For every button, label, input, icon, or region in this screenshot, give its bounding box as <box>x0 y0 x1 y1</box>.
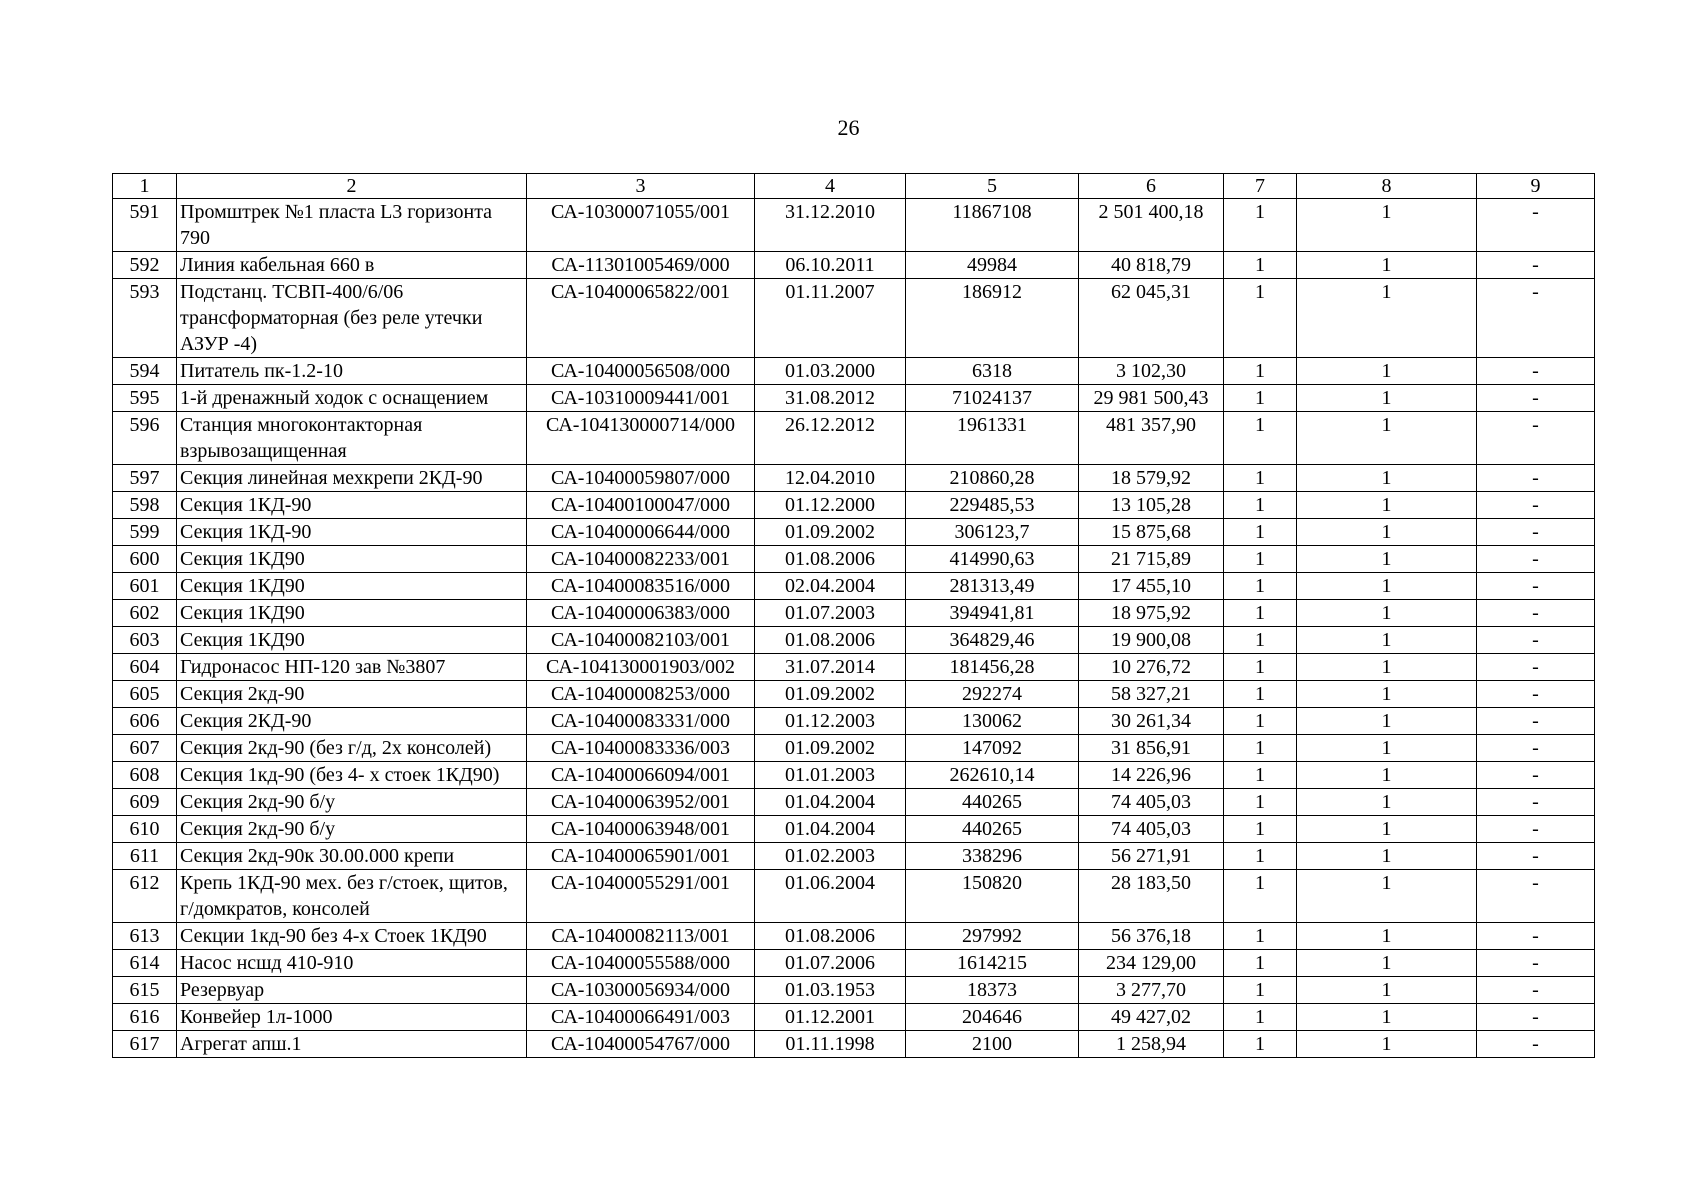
cell-col-9: - <box>1477 762 1595 789</box>
cell-row-number: 615 <box>113 977 177 1004</box>
cell-col-8: 1 <box>1297 762 1477 789</box>
cell-asset-name: Линия кабельная 660 в <box>177 252 527 279</box>
cell-col-7: 1 <box>1224 465 1297 492</box>
cell-date: 01.12.2000 <box>755 492 906 519</box>
cell-col-9: - <box>1477 681 1595 708</box>
cell-col-7: 1 <box>1224 1031 1297 1058</box>
cell-col-7: 1 <box>1224 816 1297 843</box>
cell-col-9: - <box>1477 279 1595 358</box>
cell-inventory-code: СА-10400082113/001 <box>527 923 755 950</box>
cell-date: 01.09.2002 <box>755 735 906 762</box>
cell-inventory-code: СА-10400066491/003 <box>527 1004 755 1031</box>
cell-residual-value: 1 258,94 <box>1079 1031 1224 1058</box>
cell-col-7: 1 <box>1224 546 1297 573</box>
cell-date: 01.08.2006 <box>755 546 906 573</box>
table-row <box>113 279 1595 358</box>
cell-asset-name: Секция 1кд-90 (без 4- х стоек 1КД90) <box>177 762 527 789</box>
cell-residual-value: 31 856,91 <box>1079 735 1224 762</box>
cell-inventory-code: СА-10400083336/003 <box>527 735 755 762</box>
table-row <box>113 843 1595 870</box>
cell-asset-name: Секция 1КД90 <box>177 546 527 573</box>
cell-col-7: 1 <box>1224 385 1297 412</box>
cell-residual-value: 14 226,96 <box>1079 762 1224 789</box>
cell-date: 01.03.1953 <box>755 977 906 1004</box>
table-row <box>113 735 1595 762</box>
cell-col-9: - <box>1477 600 1595 627</box>
cell-col-9: - <box>1477 358 1595 385</box>
cell-date: 01.03.2000 <box>755 358 906 385</box>
table-row <box>113 708 1595 735</box>
cell-row-number: 606 <box>113 708 177 735</box>
table-row <box>113 385 1595 412</box>
table-row <box>113 412 1595 465</box>
table-row <box>113 519 1595 546</box>
cell-initial-cost: 18373 <box>906 977 1079 1004</box>
cell-col-9: - <box>1477 573 1595 600</box>
cell-date: 26.12.2012 <box>755 412 906 465</box>
cell-col-9: - <box>1477 950 1595 977</box>
cell-initial-cost: 2100 <box>906 1031 1079 1058</box>
cell-date: 01.06.2004 <box>755 870 906 923</box>
column-header-8: 8 <box>1297 174 1477 199</box>
cell-col-7: 1 <box>1224 950 1297 977</box>
cell-inventory-code: СА-10400066094/001 <box>527 762 755 789</box>
column-header-6: 6 <box>1079 174 1224 199</box>
cell-col-7: 1 <box>1224 492 1297 519</box>
cell-inventory-code: СА-104130001903/002 <box>527 654 755 681</box>
cell-date: 01.09.2002 <box>755 681 906 708</box>
cell-col-8: 1 <box>1297 492 1477 519</box>
cell-residual-value: 19 900,08 <box>1079 627 1224 654</box>
cell-inventory-code: СА-104130000714/000 <box>527 412 755 465</box>
cell-residual-value: 234 129,00 <box>1079 950 1224 977</box>
cell-col-7: 1 <box>1224 358 1297 385</box>
table-header <box>113 174 1595 199</box>
cell-initial-cost: 440265 <box>906 789 1079 816</box>
cell-row-number: 601 <box>113 573 177 600</box>
cell-col-9: - <box>1477 654 1595 681</box>
table-row <box>113 977 1595 1004</box>
cell-initial-cost: 210860,28 <box>906 465 1079 492</box>
table-row <box>113 950 1595 977</box>
cell-col-9: - <box>1477 870 1595 923</box>
cell-residual-value: 10 276,72 <box>1079 654 1224 681</box>
cell-asset-name: Секция 1КД-90 <box>177 492 527 519</box>
table-row <box>113 654 1595 681</box>
cell-inventory-code: СА-10400063948/001 <box>527 816 755 843</box>
cell-inventory-code: СА-10310009441/001 <box>527 385 755 412</box>
cell-date: 31.07.2014 <box>755 654 906 681</box>
cell-col-7: 1 <box>1224 279 1297 358</box>
cell-inventory-code: СА-10400054767/000 <box>527 1031 755 1058</box>
cell-col-8: 1 <box>1297 546 1477 573</box>
cell-date: 01.08.2006 <box>755 923 906 950</box>
cell-date: 01.11.1998 <box>755 1031 906 1058</box>
cell-initial-cost: 262610,14 <box>906 762 1079 789</box>
cell-inventory-code: СА-10400056508/000 <box>527 358 755 385</box>
cell-row-number: 610 <box>113 816 177 843</box>
cell-asset-name: Промштрек №1 пласта L3 горизонта 790 <box>177 199 527 252</box>
cell-residual-value: 58 327,21 <box>1079 681 1224 708</box>
cell-residual-value: 17 455,10 <box>1079 573 1224 600</box>
cell-col-8: 1 <box>1297 199 1477 252</box>
cell-asset-name: Станция многоконтакторная взрывозащищенная <box>177 412 527 465</box>
cell-col-7: 1 <box>1224 708 1297 735</box>
cell-inventory-code: СА-10400006383/000 <box>527 600 755 627</box>
cell-col-9: - <box>1477 977 1595 1004</box>
cell-date: 31.12.2010 <box>755 199 906 252</box>
cell-row-number: 607 <box>113 735 177 762</box>
cell-inventory-code: СА-11301005469/000 <box>527 252 755 279</box>
cell-residual-value: 3 277,70 <box>1079 977 1224 1004</box>
cell-col-7: 1 <box>1224 762 1297 789</box>
cell-date: 06.10.2011 <box>755 252 906 279</box>
cell-date: 01.07.2006 <box>755 950 906 977</box>
cell-asset-name: Секции 1кд-90 без 4-х Стоек 1КД90 <box>177 923 527 950</box>
cell-col-9: - <box>1477 627 1595 654</box>
cell-col-8: 1 <box>1297 654 1477 681</box>
cell-col-8: 1 <box>1297 870 1477 923</box>
table-row <box>113 870 1595 923</box>
cell-asset-name: Секция 1КД90 <box>177 600 527 627</box>
cell-initial-cost: 338296 <box>906 843 1079 870</box>
cell-initial-cost: 364829,46 <box>906 627 1079 654</box>
column-header-4: 4 <box>755 174 906 199</box>
cell-col-8: 1 <box>1297 519 1477 546</box>
cell-residual-value: 62 045,31 <box>1079 279 1224 358</box>
cell-col-9: - <box>1477 735 1595 762</box>
cell-col-8: 1 <box>1297 681 1477 708</box>
cell-initial-cost: 394941,81 <box>906 600 1079 627</box>
cell-col-7: 1 <box>1224 627 1297 654</box>
asset-table <box>112 173 1595 1058</box>
cell-inventory-code: СА-10400059807/000 <box>527 465 755 492</box>
cell-inventory-code: СА-10300056934/000 <box>527 977 755 1004</box>
cell-asset-name: Секция 1КД-90 <box>177 519 527 546</box>
table-row <box>113 923 1595 950</box>
cell-initial-cost: 11867108 <box>906 199 1079 252</box>
cell-residual-value: 56 376,18 <box>1079 923 1224 950</box>
cell-date: 01.01.2003 <box>755 762 906 789</box>
cell-date: 01.12.2003 <box>755 708 906 735</box>
cell-initial-cost: 1614215 <box>906 950 1079 977</box>
table-row <box>113 1004 1595 1031</box>
cell-col-9: - <box>1477 1031 1595 1058</box>
cell-col-9: - <box>1477 1004 1595 1031</box>
cell-date: 31.08.2012 <box>755 385 906 412</box>
cell-initial-cost: 147092 <box>906 735 1079 762</box>
cell-initial-cost: 440265 <box>906 816 1079 843</box>
header-row <box>113 174 1595 199</box>
cell-col-7: 1 <box>1224 843 1297 870</box>
cell-row-number: 608 <box>113 762 177 789</box>
cell-col-9: - <box>1477 492 1595 519</box>
cell-row-number: 616 <box>113 1004 177 1031</box>
cell-col-8: 1 <box>1297 573 1477 600</box>
cell-asset-name: Крепь 1КД-90 мех. без г/стоек, щитов, г/домкратов, консолей <box>177 870 527 923</box>
cell-asset-name: Гидронасос НП-120 зав №3807 <box>177 654 527 681</box>
cell-asset-name: Насос нсшд 410-910 <box>177 950 527 977</box>
cell-asset-name: Секция 2кд-90к 30.00.000 крепи <box>177 843 527 870</box>
cell-col-8: 1 <box>1297 816 1477 843</box>
cell-col-8: 1 <box>1297 385 1477 412</box>
cell-initial-cost: 6318 <box>906 358 1079 385</box>
table-row <box>113 358 1595 385</box>
cell-inventory-code: СА-10400055291/001 <box>527 870 755 923</box>
cell-date: 12.04.2010 <box>755 465 906 492</box>
cell-row-number: 611 <box>113 843 177 870</box>
cell-residual-value: 13 105,28 <box>1079 492 1224 519</box>
cell-col-7: 1 <box>1224 519 1297 546</box>
cell-col-8: 1 <box>1297 843 1477 870</box>
cell-initial-cost: 229485,53 <box>906 492 1079 519</box>
cell-col-7: 1 <box>1224 412 1297 465</box>
cell-col-7: 1 <box>1224 654 1297 681</box>
cell-date: 01.11.2007 <box>755 279 906 358</box>
cell-asset-name: Секция 2кд-90 <box>177 681 527 708</box>
cell-initial-cost: 306123,7 <box>906 519 1079 546</box>
cell-asset-name: Секция 1КД90 <box>177 573 527 600</box>
cell-date: 02.04.2004 <box>755 573 906 600</box>
column-header-9: 9 <box>1477 174 1595 199</box>
cell-row-number: 609 <box>113 789 177 816</box>
cell-row-number: 591 <box>113 199 177 252</box>
cell-row-number: 612 <box>113 870 177 923</box>
cell-col-8: 1 <box>1297 735 1477 762</box>
cell-col-8: 1 <box>1297 279 1477 358</box>
cell-inventory-code: СА-10400065822/001 <box>527 279 755 358</box>
cell-initial-cost: 297992 <box>906 923 1079 950</box>
cell-asset-name: Питатель пк-1.2-10 <box>177 358 527 385</box>
cell-col-8: 1 <box>1297 252 1477 279</box>
column-header-2: 2 <box>177 174 527 199</box>
cell-asset-name: Секция 2кд-90 б/у <box>177 789 527 816</box>
cell-inventory-code: СА-10400083516/000 <box>527 573 755 600</box>
cell-row-number: 614 <box>113 950 177 977</box>
cell-col-8: 1 <box>1297 950 1477 977</box>
cell-col-7: 1 <box>1224 1004 1297 1031</box>
cell-col-7: 1 <box>1224 252 1297 279</box>
cell-date: 01.08.2006 <box>755 627 906 654</box>
cell-col-9: - <box>1477 843 1595 870</box>
cell-residual-value: 49 427,02 <box>1079 1004 1224 1031</box>
cell-initial-cost: 49984 <box>906 252 1079 279</box>
cell-date: 01.02.2003 <box>755 843 906 870</box>
cell-initial-cost: 414990,63 <box>906 546 1079 573</box>
cell-residual-value: 28 183,50 <box>1079 870 1224 923</box>
cell-inventory-code: СА-10400008253/000 <box>527 681 755 708</box>
table-body <box>113 199 1595 1058</box>
cell-residual-value: 18 579,92 <box>1079 465 1224 492</box>
cell-row-number: 604 <box>113 654 177 681</box>
page-number: 26 <box>837 115 860 140</box>
cell-residual-value: 74 405,03 <box>1079 789 1224 816</box>
cell-residual-value: 56 271,91 <box>1079 843 1224 870</box>
cell-col-8: 1 <box>1297 708 1477 735</box>
cell-residual-value: 40 818,79 <box>1079 252 1224 279</box>
cell-row-number: 617 <box>113 1031 177 1058</box>
cell-col-8: 1 <box>1297 1031 1477 1058</box>
table-row <box>113 681 1595 708</box>
cell-initial-cost: 281313,49 <box>906 573 1079 600</box>
cell-col-9: - <box>1477 465 1595 492</box>
cell-date: 01.04.2004 <box>755 816 906 843</box>
cell-date: 01.07.2003 <box>755 600 906 627</box>
cell-inventory-code: СА-10400082233/001 <box>527 546 755 573</box>
cell-date: 01.04.2004 <box>755 789 906 816</box>
cell-residual-value: 18 975,92 <box>1079 600 1224 627</box>
cell-residual-value: 30 261,34 <box>1079 708 1224 735</box>
cell-col-9: - <box>1477 923 1595 950</box>
cell-col-9: - <box>1477 708 1595 735</box>
cell-inventory-code: СА-10400065901/001 <box>527 843 755 870</box>
cell-initial-cost: 204646 <box>906 1004 1079 1031</box>
cell-row-number: 599 <box>113 519 177 546</box>
cell-initial-cost: 292274 <box>906 681 1079 708</box>
cell-col-7: 1 <box>1224 735 1297 762</box>
cell-col-9: - <box>1477 546 1595 573</box>
cell-row-number: 595 <box>113 385 177 412</box>
cell-col-7: 1 <box>1224 681 1297 708</box>
cell-asset-name: Секция 2КД-90 <box>177 708 527 735</box>
cell-inventory-code: СА-10400082103/001 <box>527 627 755 654</box>
table-row <box>113 816 1595 843</box>
cell-asset-name: Резервуар <box>177 977 527 1004</box>
cell-asset-name: Секция 2кд-90 (без г/д, 2х консолей) <box>177 735 527 762</box>
table-row <box>113 546 1595 573</box>
cell-row-number: 593 <box>113 279 177 358</box>
cell-col-7: 1 <box>1224 199 1297 252</box>
cell-col-8: 1 <box>1297 465 1477 492</box>
cell-initial-cost: 186912 <box>906 279 1079 358</box>
cell-col-8: 1 <box>1297 923 1477 950</box>
cell-col-9: - <box>1477 412 1595 465</box>
cell-initial-cost: 150820 <box>906 870 1079 923</box>
cell-col-8: 1 <box>1297 412 1477 465</box>
cell-inventory-code: СА-10400100047/000 <box>527 492 755 519</box>
cell-initial-cost: 71024137 <box>906 385 1079 412</box>
cell-inventory-code: СА-10400063952/001 <box>527 789 755 816</box>
table-row <box>113 600 1595 627</box>
column-header-7: 7 <box>1224 174 1297 199</box>
cell-col-9: - <box>1477 789 1595 816</box>
table-row <box>113 573 1595 600</box>
cell-row-number: 598 <box>113 492 177 519</box>
cell-col-9: - <box>1477 252 1595 279</box>
cell-residual-value: 29 981 500,43 <box>1079 385 1224 412</box>
cell-initial-cost: 181456,28 <box>906 654 1079 681</box>
cell-residual-value: 15 875,68 <box>1079 519 1224 546</box>
cell-asset-name: Секция 2кд-90 б/у <box>177 816 527 843</box>
cell-inventory-code: СА-10300071055/001 <box>527 199 755 252</box>
cell-residual-value: 481 357,90 <box>1079 412 1224 465</box>
cell-asset-name: Подстанц. ТСВП-400/6/06 трансформаторная (без реле утечки АЗУР -4) <box>177 279 527 358</box>
cell-row-number: 602 <box>113 600 177 627</box>
cell-col-9: - <box>1477 816 1595 843</box>
cell-col-7: 1 <box>1224 573 1297 600</box>
cell-col-8: 1 <box>1297 358 1477 385</box>
cell-col-7: 1 <box>1224 977 1297 1004</box>
cell-residual-value: 2 501 400,18 <box>1079 199 1224 252</box>
table-row <box>113 492 1595 519</box>
cell-col-8: 1 <box>1297 627 1477 654</box>
cell-row-number: 596 <box>113 412 177 465</box>
cell-residual-value: 21 715,89 <box>1079 546 1224 573</box>
cell-row-number: 613 <box>113 923 177 950</box>
cell-date: 01.12.2001 <box>755 1004 906 1031</box>
cell-col-7: 1 <box>1224 870 1297 923</box>
cell-row-number: 605 <box>113 681 177 708</box>
cell-asset-name: Секция 1КД90 <box>177 627 527 654</box>
cell-inventory-code: СА-10400083331/000 <box>527 708 755 735</box>
cell-asset-name: Агрегат апш.1 <box>177 1031 527 1058</box>
cell-asset-name: 1-й дренажный ходок с оснащением <box>177 385 527 412</box>
cell-row-number: 592 <box>113 252 177 279</box>
cell-row-number: 603 <box>113 627 177 654</box>
table-row <box>113 789 1595 816</box>
table-row <box>113 762 1595 789</box>
cell-col-8: 1 <box>1297 1004 1477 1031</box>
table-row <box>113 1031 1595 1058</box>
table-row <box>113 199 1595 252</box>
cell-col-7: 1 <box>1224 600 1297 627</box>
cell-inventory-code: СА-10400006644/000 <box>527 519 755 546</box>
cell-residual-value: 74 405,03 <box>1079 816 1224 843</box>
cell-row-number: 594 <box>113 358 177 385</box>
cell-col-9: - <box>1477 385 1595 412</box>
table-row <box>113 252 1595 279</box>
cell-col-7: 1 <box>1224 789 1297 816</box>
cell-col-8: 1 <box>1297 789 1477 816</box>
table-row <box>113 465 1595 492</box>
cell-col-8: 1 <box>1297 977 1477 1004</box>
column-header-3: 3 <box>527 174 755 199</box>
cell-col-8: 1 <box>1297 600 1477 627</box>
column-header-1: 1 <box>113 174 177 199</box>
column-header-5: 5 <box>906 174 1079 199</box>
cell-col-9: - <box>1477 199 1595 252</box>
cell-initial-cost: 130062 <box>906 708 1079 735</box>
cell-inventory-code: СА-10400055588/000 <box>527 950 755 977</box>
cell-col-7: 1 <box>1224 923 1297 950</box>
cell-asset-name: Конвейер 1л-1000 <box>177 1004 527 1031</box>
cell-date: 01.09.2002 <box>755 519 906 546</box>
cell-initial-cost: 1961331 <box>906 412 1079 465</box>
cell-col-9: - <box>1477 519 1595 546</box>
cell-residual-value: 3 102,30 <box>1079 358 1224 385</box>
cell-row-number: 600 <box>113 546 177 573</box>
table-row <box>113 627 1595 654</box>
cell-row-number: 597 <box>113 465 177 492</box>
cell-asset-name: Секция линейная мехкрепи 2КД-90 <box>177 465 527 492</box>
